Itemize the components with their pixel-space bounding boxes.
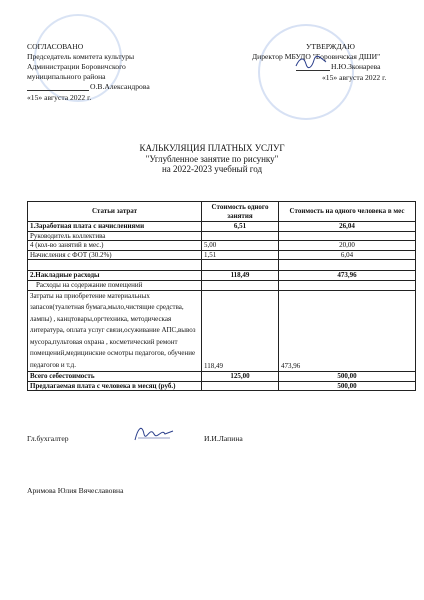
header-cost-per-month: Стоимость на одного человека в мес <box>279 202 416 222</box>
director-signature <box>294 55 328 69</box>
approval-left-line1: Председатель комитета культуры <box>27 52 135 61</box>
approval-right-date: «15» августа 2022 г. <box>322 73 387 82</box>
row-value-month <box>279 280 416 290</box>
row-value-month: 473,96 <box>279 290 416 372</box>
table-row <box>28 271 416 281</box>
row-label: 4 (кол-во занятий в мес.) <box>28 241 202 251</box>
table-row <box>28 290 416 372</box>
table-row <box>28 222 416 232</box>
row-value-lesson <box>202 280 279 290</box>
row-value-lesson: 1,51 <box>202 250 279 260</box>
row-value-month: 26,04 <box>279 222 416 232</box>
cost-table <box>27 201 416 391</box>
row-value-month: 20,00 <box>279 241 416 251</box>
table-row <box>28 260 416 271</box>
doc-subtitle: "Углубленное занятие по рисунку" <box>145 154 279 164</box>
approval-right-signer: Н.Ю.Зконарева <box>331 62 381 71</box>
header-cost-per-lesson: Стоимость одного занятия <box>202 202 279 222</box>
row-label: Расходы на содержание помещений <box>28 280 202 290</box>
row-label: 2.Накладные расходы <box>28 271 202 281</box>
row-value-month: 473,96 <box>279 271 416 281</box>
row-label: Руководитель коллектива <box>28 231 202 241</box>
stamp-right <box>258 24 354 120</box>
row-label: Всего себестоимость <box>28 372 202 382</box>
accountant-role: Гл.бухгалтер <box>27 434 69 443</box>
row-label: Затраты на приобретение материальных запасов(туалетная бумага,мыло,чистящие средства, лампы) , канцтовары,оргтехника, методическая литература, оплата услуг связи,осуживание АПС,вывоз мусора,пультовая охрана , косметический ремонт помещений,медицинские осмотры педагогов, обучение педагогов и т.д. <box>28 290 202 372</box>
row-value-lesson <box>202 231 279 241</box>
preparer-name: Аримова Юлия Вячеславовна <box>27 486 124 495</box>
approval-right-heading: УТВЕРЖДАЮ <box>306 42 355 51</box>
table-row <box>28 381 416 391</box>
approval-left-signer: О.В.Александрова <box>90 82 150 91</box>
approval-left-line3: муниципального района <box>27 72 106 81</box>
row-value-lesson: 5,00 <box>202 241 279 251</box>
row-value-lesson: 6,51 <box>202 222 279 232</box>
table-row <box>28 372 416 382</box>
table-row <box>28 280 416 290</box>
approval-left-signline <box>27 82 89 91</box>
row-value-month: 500,00 <box>279 372 416 382</box>
row-value-lesson: 125,00 <box>202 372 279 382</box>
row-value-lesson: 118,49 <box>202 290 279 372</box>
row-value-lesson: 118,49 <box>202 271 279 281</box>
row-label: Начисления с ФОТ (30.2%) <box>28 250 202 260</box>
table-header-row <box>28 202 416 222</box>
approval-left-heading: СОГЛАСОВАНО <box>27 42 84 51</box>
table-row <box>28 231 416 241</box>
row-value-month <box>279 260 416 271</box>
accountant-signature <box>132 422 176 444</box>
approval-left-line2: Администрации Боровичского <box>27 62 126 71</box>
row-label <box>28 260 202 271</box>
doc-title: КАЛЬКУЛЯЦИЯ ПЛАТНЫХ УСЛУГ <box>139 143 285 153</box>
table-row <box>28 241 416 251</box>
approval-right-line1: Директор МБУДО "Боровичская ДШИ" <box>252 52 381 61</box>
row-value-lesson <box>202 260 279 271</box>
table-row <box>28 250 416 260</box>
accountant-name: И.И.Лапина <box>204 434 243 443</box>
row-value-month: 500,00 <box>279 381 416 391</box>
row-value-month: 6,04 <box>279 250 416 260</box>
row-value-lesson <box>202 381 279 391</box>
approval-left-date: «15» августа 2022 г. <box>27 93 92 102</box>
row-label: Предлагаемая плата с человека в месяц (руб.) <box>28 381 202 391</box>
row-label: 1.Заработная плата с начислениями <box>28 222 202 232</box>
header-items: Статьи затрат <box>28 202 202 222</box>
doc-period: на 2022-2023 учебный год <box>161 164 263 174</box>
row-value-month <box>279 231 416 241</box>
